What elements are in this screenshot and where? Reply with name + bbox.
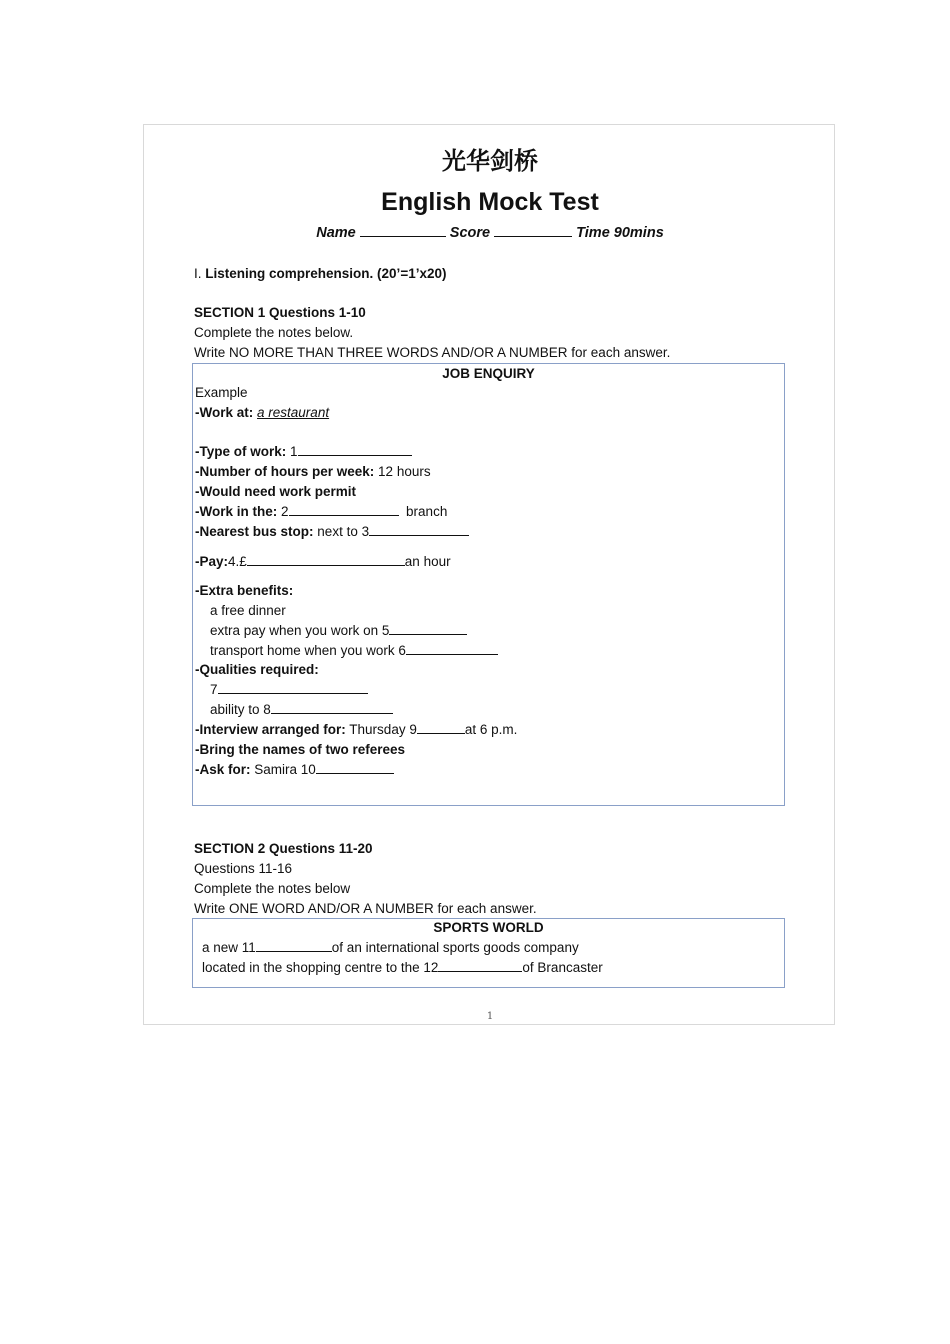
- name-label: Name: [316, 225, 356, 241]
- test-title: English Mock Test: [381, 188, 599, 216]
- name-blank: [360, 235, 446, 237]
- q4-pay: -Pay:4.£ an hour: [195, 554, 451, 569]
- page-number: 1: [486, 1011, 494, 1022]
- q5-benefit-2: extra pay when you work on 5: [210, 623, 467, 638]
- job-enquiry-title: JOB ENQUIRY: [442, 366, 535, 381]
- q9-interview: -Interview arranged for: Thursday 9 at 6 p.m.: [195, 722, 518, 737]
- q11-line: a new 11 of an international sports goods company: [202, 940, 579, 955]
- section1-instruction-2: Write NO MORE THAN THREE WORDS AND/OR A NUMBER for each answer.: [194, 345, 671, 360]
- hours-line: -Number of hours per week: 12 hours: [195, 464, 431, 479]
- section1-heading: SECTION 1 Questions 1-10: [194, 305, 366, 320]
- job-enquiry-box: [192, 363, 785, 806]
- document-page: [143, 124, 835, 1025]
- q3-bus-stop: -Nearest bus stop: next to 3: [195, 524, 469, 539]
- answer-blank-1[interactable]: [298, 454, 412, 456]
- section1-instruction-1: Complete the notes below.: [194, 325, 354, 340]
- answer-blank-5[interactable]: [389, 633, 467, 635]
- work-at-line: -Work at: a restaurant: [195, 405, 330, 420]
- q7-quality-1: 7: [210, 682, 368, 697]
- answer-blank-3[interactable]: [369, 534, 469, 536]
- answer-blank-9[interactable]: [417, 732, 465, 734]
- score-blank: [494, 235, 572, 237]
- q1-type-of-work: -Type of work: 1: [195, 444, 412, 459]
- q12-line: located in the shopping centre to the 12 of Brancaster: [202, 960, 603, 975]
- name-score-time-line: [144, 225, 836, 241]
- score-label: Score: [449, 225, 491, 241]
- referees-line: -Bring the names of two referees: [195, 742, 406, 757]
- answer-blank-8[interactable]: [271, 712, 393, 714]
- sports-world-box: [192, 918, 785, 988]
- section2-instruction-2: Write ONE WORD AND/OR A NUMBER for each answer.: [194, 901, 537, 916]
- section2-heading: SECTION 2 Questions 11-20: [194, 841, 373, 856]
- answer-blank-6[interactable]: [406, 653, 498, 655]
- section2-sub: Questions 11-16: [194, 861, 293, 876]
- sports-world-title: SPORTS WORLD: [433, 920, 544, 935]
- school-name: 光华剑桥: [442, 147, 538, 175]
- benefit-1: a free dinner: [210, 603, 286, 618]
- qualities-label: -Qualities required:: [195, 662, 319, 677]
- q8-quality-2: ability to 8: [210, 702, 393, 717]
- permit-line: -Would need work permit: [195, 484, 357, 499]
- answer-blank-2[interactable]: [289, 514, 399, 516]
- section2-instruction-1: Complete the notes below: [194, 881, 351, 896]
- answer-blank-10[interactable]: [316, 772, 394, 774]
- example-label: Example: [195, 385, 248, 400]
- benefits-label: -Extra benefits:: [195, 583, 294, 598]
- q10-ask-for: -Ask for: Samira 10: [195, 762, 394, 777]
- answer-blank-4[interactable]: [247, 564, 405, 566]
- time-label: Time 90mins: [576, 225, 664, 241]
- q6-benefit-3: transport home when you work 6: [210, 643, 498, 658]
- answer-blank-7[interactable]: [218, 692, 368, 694]
- part1-heading: I. Listening comprehension. (20’=1’x20): [194, 266, 447, 281]
- answer-blank-11[interactable]: [256, 950, 332, 952]
- q2-work-in: -Work in the: 2 branch: [195, 504, 448, 519]
- answer-blank-12[interactable]: [438, 970, 522, 972]
